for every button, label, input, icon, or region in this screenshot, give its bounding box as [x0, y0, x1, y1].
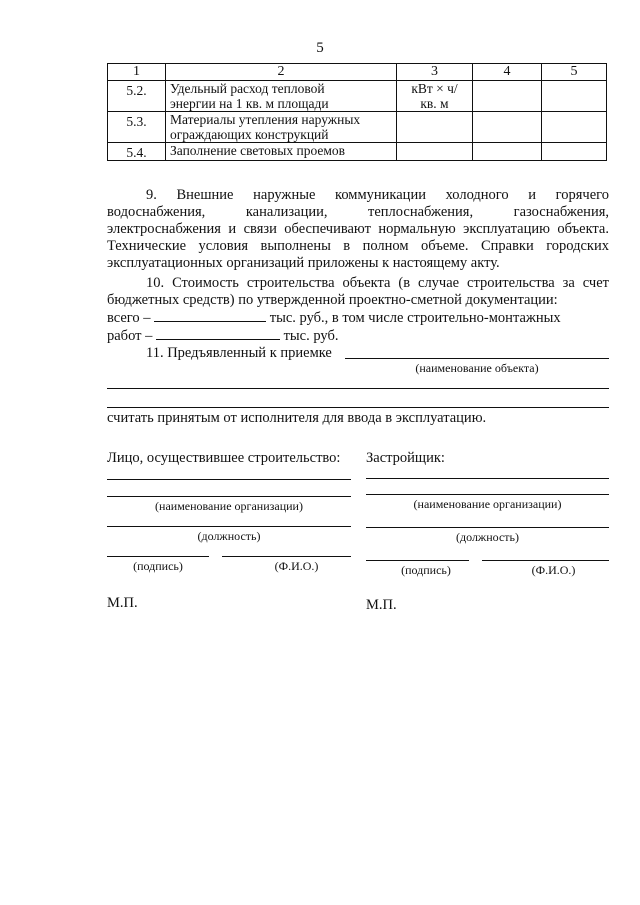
section-9-text: 9. Внешние наружные коммуникации холодного и горячего водоснабжения, канализации, теплоснабжения, газоснабжения, электроснабжения и связи обеспечивают нормальную эксплуатацию объекта. Технические условия выполнены в полном объеме. Справки городских эксплуатационных организаций приложены к настоящему акту.: [107, 187, 609, 271]
table-header-row: [108, 64, 607, 81]
developer-fio-line[interactable]: [482, 560, 609, 561]
developer-org-caption: (наименование организации): [413, 497, 562, 511]
row-name-line: Удельный расход тепловой: [170, 81, 325, 96]
builder-org-line-1[interactable]: [107, 479, 351, 480]
developer-signature-caption: (подпись): [401, 563, 451, 577]
row-number: 5.4.: [108, 143, 166, 161]
section-10-total: [107, 309, 609, 327]
row-unit: [397, 81, 473, 112]
row-name-line: ограждающих конструкций: [170, 127, 329, 142]
builder-position-caption: (должность): [197, 529, 261, 543]
row-name: [166, 112, 397, 143]
builder-fio-caption: (Ф.И.О.): [274, 559, 319, 573]
builder-stamp: М.П.: [107, 595, 138, 611]
table-header-cell: 1: [108, 64, 166, 81]
builder-position-line[interactable]: [107, 526, 351, 527]
row-actual-value: [542, 143, 607, 161]
row-unit-line: кв. м: [420, 96, 449, 111]
section-10-text: 10. Стоимость строительства объекта (в случае строительства за счет бюджетных средств) по утвержденной проектно-сметной документации:: [107, 275, 609, 308]
row-name-line: энергии на 1 кв. м площади: [170, 96, 329, 111]
developer-fio-caption: (Ф.И.О.): [531, 563, 576, 577]
row-project-value: [473, 112, 542, 143]
builder-signature-line[interactable]: [107, 556, 209, 557]
developer-signature-line[interactable]: [366, 560, 469, 561]
object-name-caption: (наименование объекта): [415, 361, 539, 375]
section-10: [107, 275, 609, 345]
developer-org-line-1[interactable]: [366, 478, 609, 479]
row-actual-value: [542, 112, 607, 143]
characteristics-table: [107, 63, 607, 161]
section-9: [107, 187, 609, 272]
developer-title: Застройщик:: [366, 450, 445, 466]
row-project-value: [473, 143, 542, 161]
total-unit: тыс. руб., в том числе строительно-монтажных: [269, 310, 561, 326]
row-unit-line: кВт × ч/: [411, 81, 458, 96]
row-unit: [397, 143, 473, 161]
developer-org-line-2[interactable]: [366, 494, 609, 495]
section-10-works: [107, 327, 609, 345]
total-label: всего –: [107, 310, 151, 326]
builder-title: Лицо, осуществившее строительство:: [107, 450, 341, 466]
row-name: [166, 81, 397, 112]
object-name-line[interactable]: [345, 358, 609, 359]
row-name-line: Материалы утепления наружных: [170, 112, 361, 127]
developer-position-line[interactable]: [366, 527, 609, 528]
table-header-cell: 3: [397, 64, 473, 81]
developer-position-caption: (должность): [456, 530, 519, 544]
works-unit: тыс. руб.: [283, 328, 339, 344]
table-row: [108, 81, 607, 112]
builder-org-caption: (наименование организации): [155, 499, 303, 513]
table-header-cell: 5: [542, 64, 607, 81]
accepted-text: считать принятым от исполнителя для ввода в эксплуатацию.: [107, 410, 487, 426]
table-header-cell: 2: [166, 64, 397, 81]
row-actual-value: [542, 81, 607, 112]
developer-stamp: М.П.: [366, 597, 397, 613]
row-number: 5.2.: [108, 81, 166, 112]
row-project-value: [473, 81, 542, 112]
section-11-text: 11. Предъявленный к приемке: [146, 345, 332, 361]
page-number: 5: [316, 40, 324, 56]
object-name-line-3[interactable]: [107, 407, 609, 408]
builder-signature-caption: (подпись): [133, 559, 183, 573]
table-row: [108, 143, 607, 161]
row-number: 5.3.: [108, 112, 166, 143]
row-unit: [397, 112, 473, 143]
works-cost-field[interactable]: [156, 327, 280, 340]
row-name: Заполнение световых проемов: [166, 143, 397, 161]
table-row: [108, 112, 607, 143]
table-header-cell: 4: [473, 64, 542, 81]
works-label: работ –: [107, 328, 153, 344]
total-cost-field[interactable]: [154, 309, 266, 322]
builder-org-line-2[interactable]: [107, 496, 351, 497]
object-name-line-2[interactable]: [107, 388, 609, 389]
builder-fio-line[interactable]: [222, 556, 351, 557]
